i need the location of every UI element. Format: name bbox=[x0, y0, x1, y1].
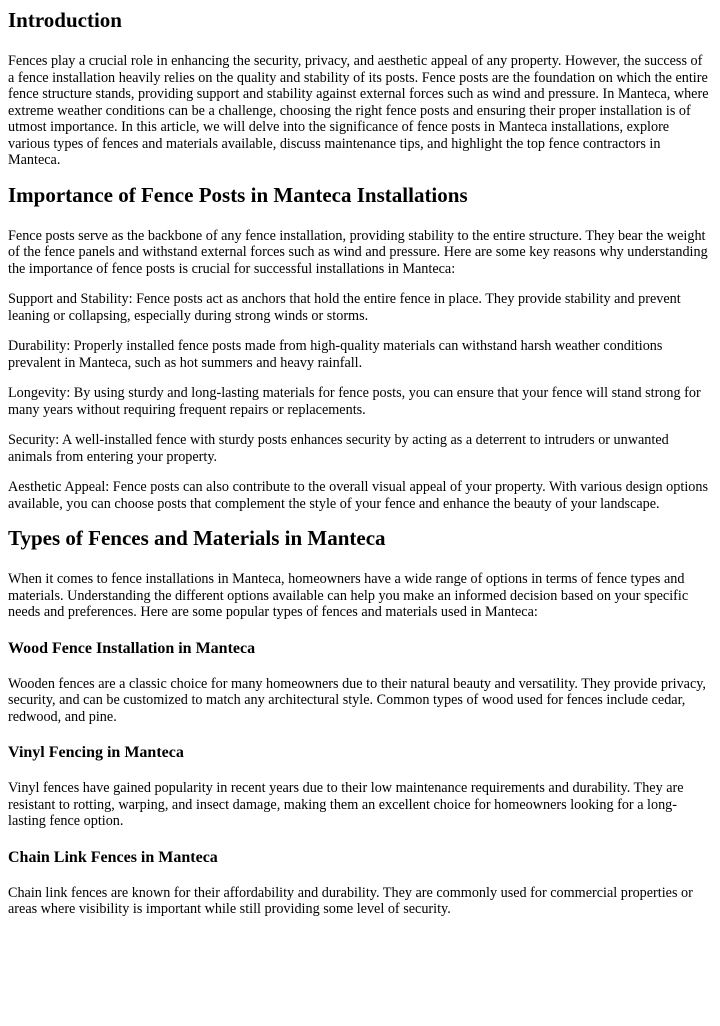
importance-paragraph: Fence posts serve as the backbone of any fence installation, providing stability to the entire structure. They bear the weight of the fence panels and withstand external forces such as wind and pressure. Here are some key reasons why understanding the importance of fence posts is crucial for successful installations in Manteca: bbox=[8, 227, 708, 277]
subheading-chain-link: Chain Link Fences in Manteca bbox=[8, 848, 218, 866]
vinyl-paragraph: Vinyl fences have gained popularity in recent years due to their low maintenance requirements and durability. They are resistant to rotting, warping, and insect damage, making them an excellent choice for homeowners looking for a long-lasting fence option. bbox=[8, 780, 684, 829]
subheading-wood: Wood Fence Installation in Manteca bbox=[8, 639, 256, 657]
support-stability-paragraph: Support and Stability: Fence posts act as anchors that hold the entire fence in place. They provide stability and prevent leaning or collapsing, especially during strong winds or storms. bbox=[8, 291, 681, 324]
article bbox=[0, 8, 720, 918]
aesthetic-appeal-paragraph: Aesthetic Appeal: Fence posts can also contribute to the overall visual appeal of your property. With various design options available, you can choose posts that complement the style of your fence and enhance the beauty of your landscape. bbox=[8, 479, 708, 512]
chain-link-paragraph: Chain link fences are known for their affordability and durability. They are commonly used for commercial properties or areas where visibility is important while still providing some level of security. bbox=[8, 884, 693, 917]
intro-paragraph: Fences play a crucial role in enhancing the security, privacy, and aesthetic appeal of any property. However, the success of a fence installation heavily relies on the quality and stability of its posts. Fence posts are the foundation on which the entire fence structure stands, providing support and stability against external forces such as wind and pressure. In Manteca, where extreme weather conditions can be a challenge, choosing the right fence posts and ensuring their proper installation is of utmost importance. In this article, we will delve into the significance of fence posts in Manteca installations, explore various types of fences and materials available, discuss maintenance tips, and highlight the top fence contractors in Manteca. bbox=[8, 53, 709, 168]
section-heading-introduction: Introduction bbox=[8, 8, 122, 32]
wood-paragraph: Wooden fences are a classic choice for many homeowners due to their natural beauty and versatility. They provide privacy, security, and can be customized to match any architectural style. Common types of wood used for fences include cedar, redwood, and pine. bbox=[8, 675, 706, 725]
subheading-vinyl: Vinyl Fencing in Manteca bbox=[8, 744, 184, 761]
section-heading-types: Types of Fences and Materials in Manteca bbox=[8, 526, 386, 550]
types-paragraph: When it comes to fence installations in Manteca, homeowners have a wide range of options in terms of fence types and materials. Understanding the different options available can help you make an informed decision based on your specific needs and preferences. Here are some popular types of fences and materials used in Manteca: bbox=[8, 571, 689, 620]
longevity-paragraph: Longevity: By using sturdy and long-lasting materials for fence posts, you can ensure that your fence will stand strong for many years without requiring frequent repairs or replacements. bbox=[8, 385, 701, 418]
security-paragraph: Security: A well-installed fence with sturdy posts enhances security by acting as a deterrent to intruders or unwanted animals from entering your property. bbox=[8, 432, 669, 465]
section-heading-importance: Importance of Fence Posts in Manteca Installations bbox=[8, 182, 468, 207]
durability-paragraph: Durability: Properly installed fence posts made from high-quality materials can withstand harsh weather conditions prevalent in Manteca, such as hot summers and heavy rainfall. bbox=[8, 338, 663, 371]
